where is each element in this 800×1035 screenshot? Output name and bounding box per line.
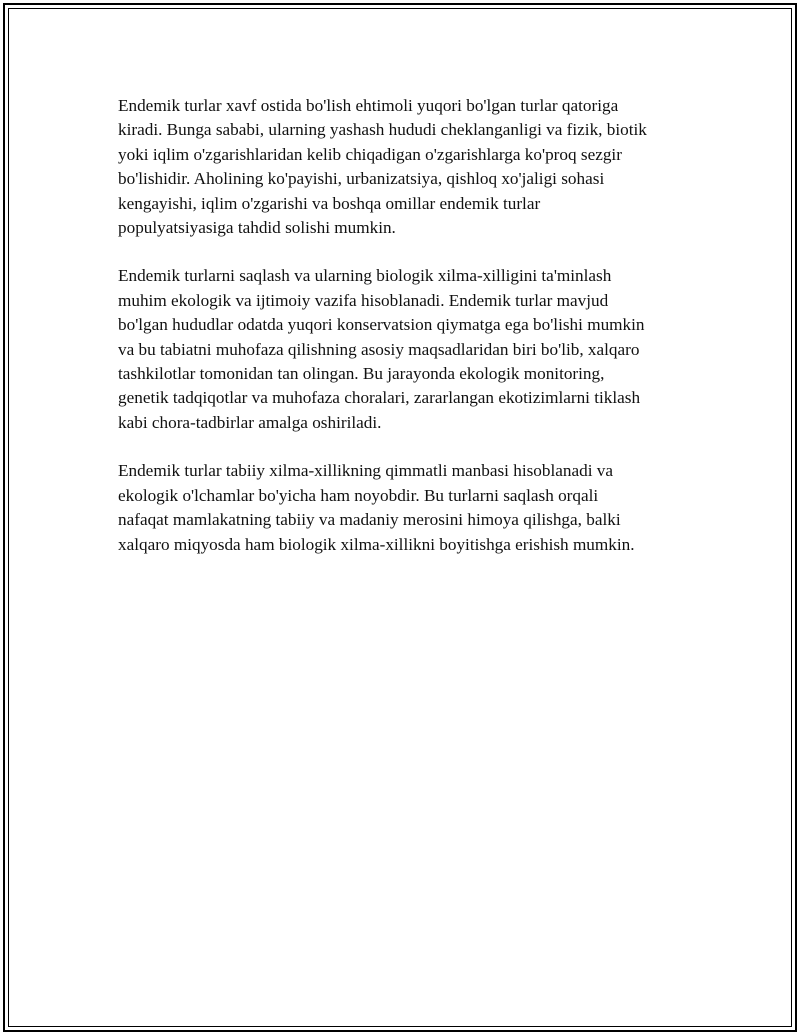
text-line: nafaqat mamlakatning tabiiy va madaniy merosini himoya qilishga, balki	[118, 510, 621, 530]
text-line: kengayishi, iqlim o'zgarishi va boshqa omillar endemik turlar	[118, 193, 541, 213]
text-line: kabi chora-tadbirlar amalga oshiriladi.	[118, 412, 382, 432]
text-line: tashkilotlar tomonidan tan olingan. Bu jarayonda ekologik monitoring,	[118, 364, 605, 384]
text-line: Endemik turlarni saqlash va ularning biologik xilma-xilligini ta'minlash	[118, 266, 612, 286]
text-line: va bu tabiatni muhofaza qilishning asosiy maqsadlaridan biri bo'lib, xalqaro	[118, 339, 640, 359]
paragraph-2	[118, 264, 698, 435]
text-line: xalqaro miqyosda ham biologik xilma-xillikni boyitishga erishish mumkin.	[118, 534, 635, 554]
text-line: muhim ekologik va ijtimoiy vazifa hisoblanadi. Endemik turlar mavjud	[118, 290, 609, 310]
text-line: Endemik turlar xavf ostida bo'lish ehtimoli yuqori bo'lgan turlar qatoriga	[118, 96, 619, 115]
text-line: ekologik o'lchamlar bo'yicha ham noyobdir. Bu turlarni saqlash orqali	[118, 485, 599, 505]
text-line: genetik tadqiqotlar va muhofaza choralari, zararlangan ekotizimlarni tiklash	[118, 388, 641, 408]
text-line: kiradi. Bunga sababi, ularning yashash hududi cheklanganligi va fizik, biotik	[118, 120, 647, 140]
text-line: Endemik turlar tabiiy xilma-xillikning qimmatli manbasi hisoblanadi va	[118, 461, 614, 481]
paragraph-1	[118, 94, 698, 240]
text-line: bo'lishidir. Aholining ko'payishi, urbanizatsiya, qishloq xo'jaligi sohasi	[118, 169, 605, 189]
paragraph-3	[118, 459, 698, 557]
text-line: populyatsiyasiga tahdid solishi mumkin.	[118, 218, 396, 238]
text-line: yoki iqlim o'zgarishlaridan kelib chiqadigan o'zgarishlarga ko'proq sezgir	[118, 144, 622, 164]
text-line: bo'lgan hududlar odatda yuqori konservatsion qiymatga ega bo'lishi mumkin	[118, 315, 645, 335]
document-body	[118, 94, 698, 581]
